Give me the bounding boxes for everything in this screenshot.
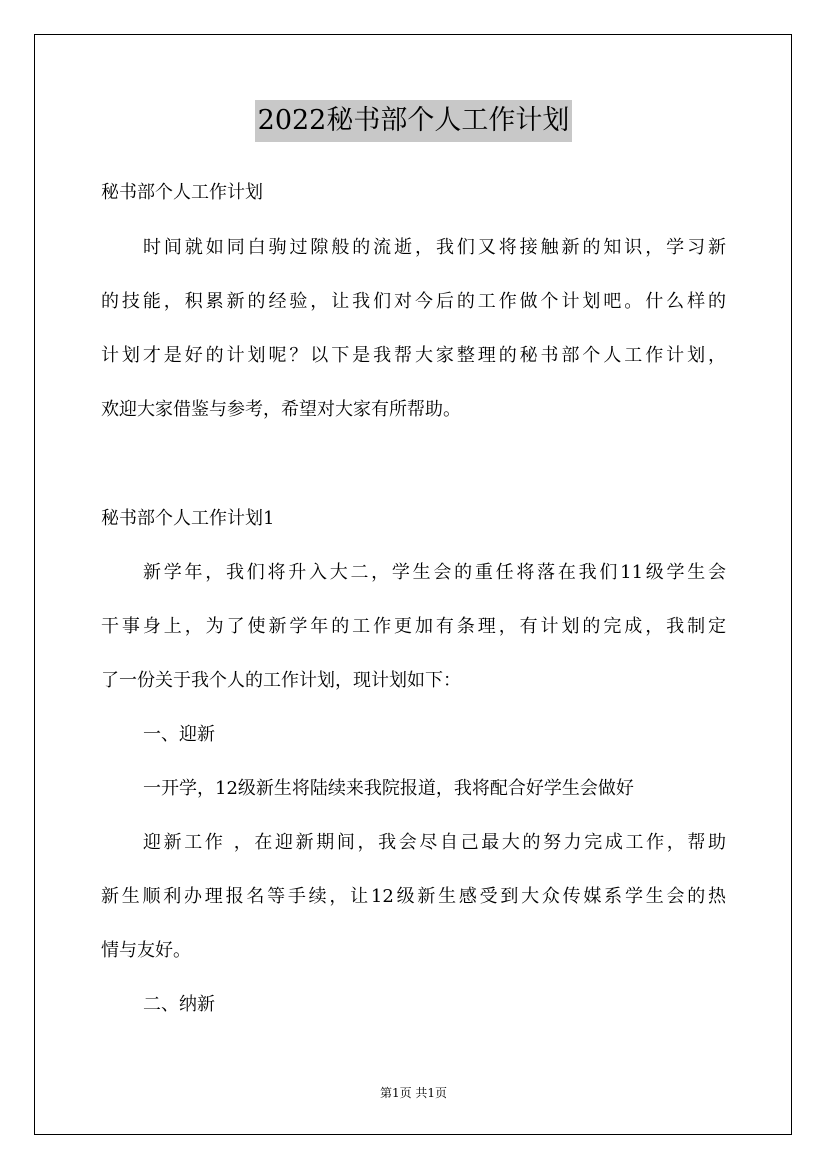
list-heading: 二、纳新 <box>143 994 215 1015</box>
paragraph-line: 新学年，我们将升入大二，学生会的重任将落在我们11级学生会 <box>143 562 726 583</box>
paragraph-line: 情与友好。 <box>101 940 191 961</box>
title-container <box>0 100 827 142</box>
paragraph-line: 一开学，12级新生将陆续来我院报道，我将配合好学生会做好 <box>143 778 634 799</box>
paragraph-line: 了一份关于我个人的工作计划，现计划如下： <box>101 670 461 691</box>
paragraph-line: 迎新工作 ，在迎新期间，我会尽自己最大的努力完成工作，帮助 <box>143 832 726 853</box>
document-title: 2022秘书部个人工作计划 <box>255 100 573 142</box>
list-heading: 一、迎新 <box>143 724 215 745</box>
paragraph-line: 新生顺利办理报名等手续，让12级新生感受到大众传媒系学生会的热 <box>101 886 726 907</box>
subtitle: 秘书部个人工作计划 <box>101 182 263 203</box>
paragraph-line: 时间就如同白驹过隙般的流逝，我们又将接触新的知识，学习新 <box>143 237 726 258</box>
paragraph-line: 欢迎大家借鉴与参考，希望对大家有所帮助。 <box>101 399 461 420</box>
paragraph-line: 计划才是好的计划呢？以下是我帮大家整理的秘书部个人工作计划， <box>101 345 726 366</box>
page-footer: 第1页 共1页 <box>379 1086 448 1100</box>
paragraph-line: 干事身上，为了使新学年的工作更加有条理，有计划的完成，我制定 <box>101 616 726 637</box>
paragraph-line: 的技能，积累新的经验，让我们对今后的工作做个计划吧。什么样的 <box>101 291 726 312</box>
section-heading: 秘书部个人工作计划1 <box>101 508 275 529</box>
